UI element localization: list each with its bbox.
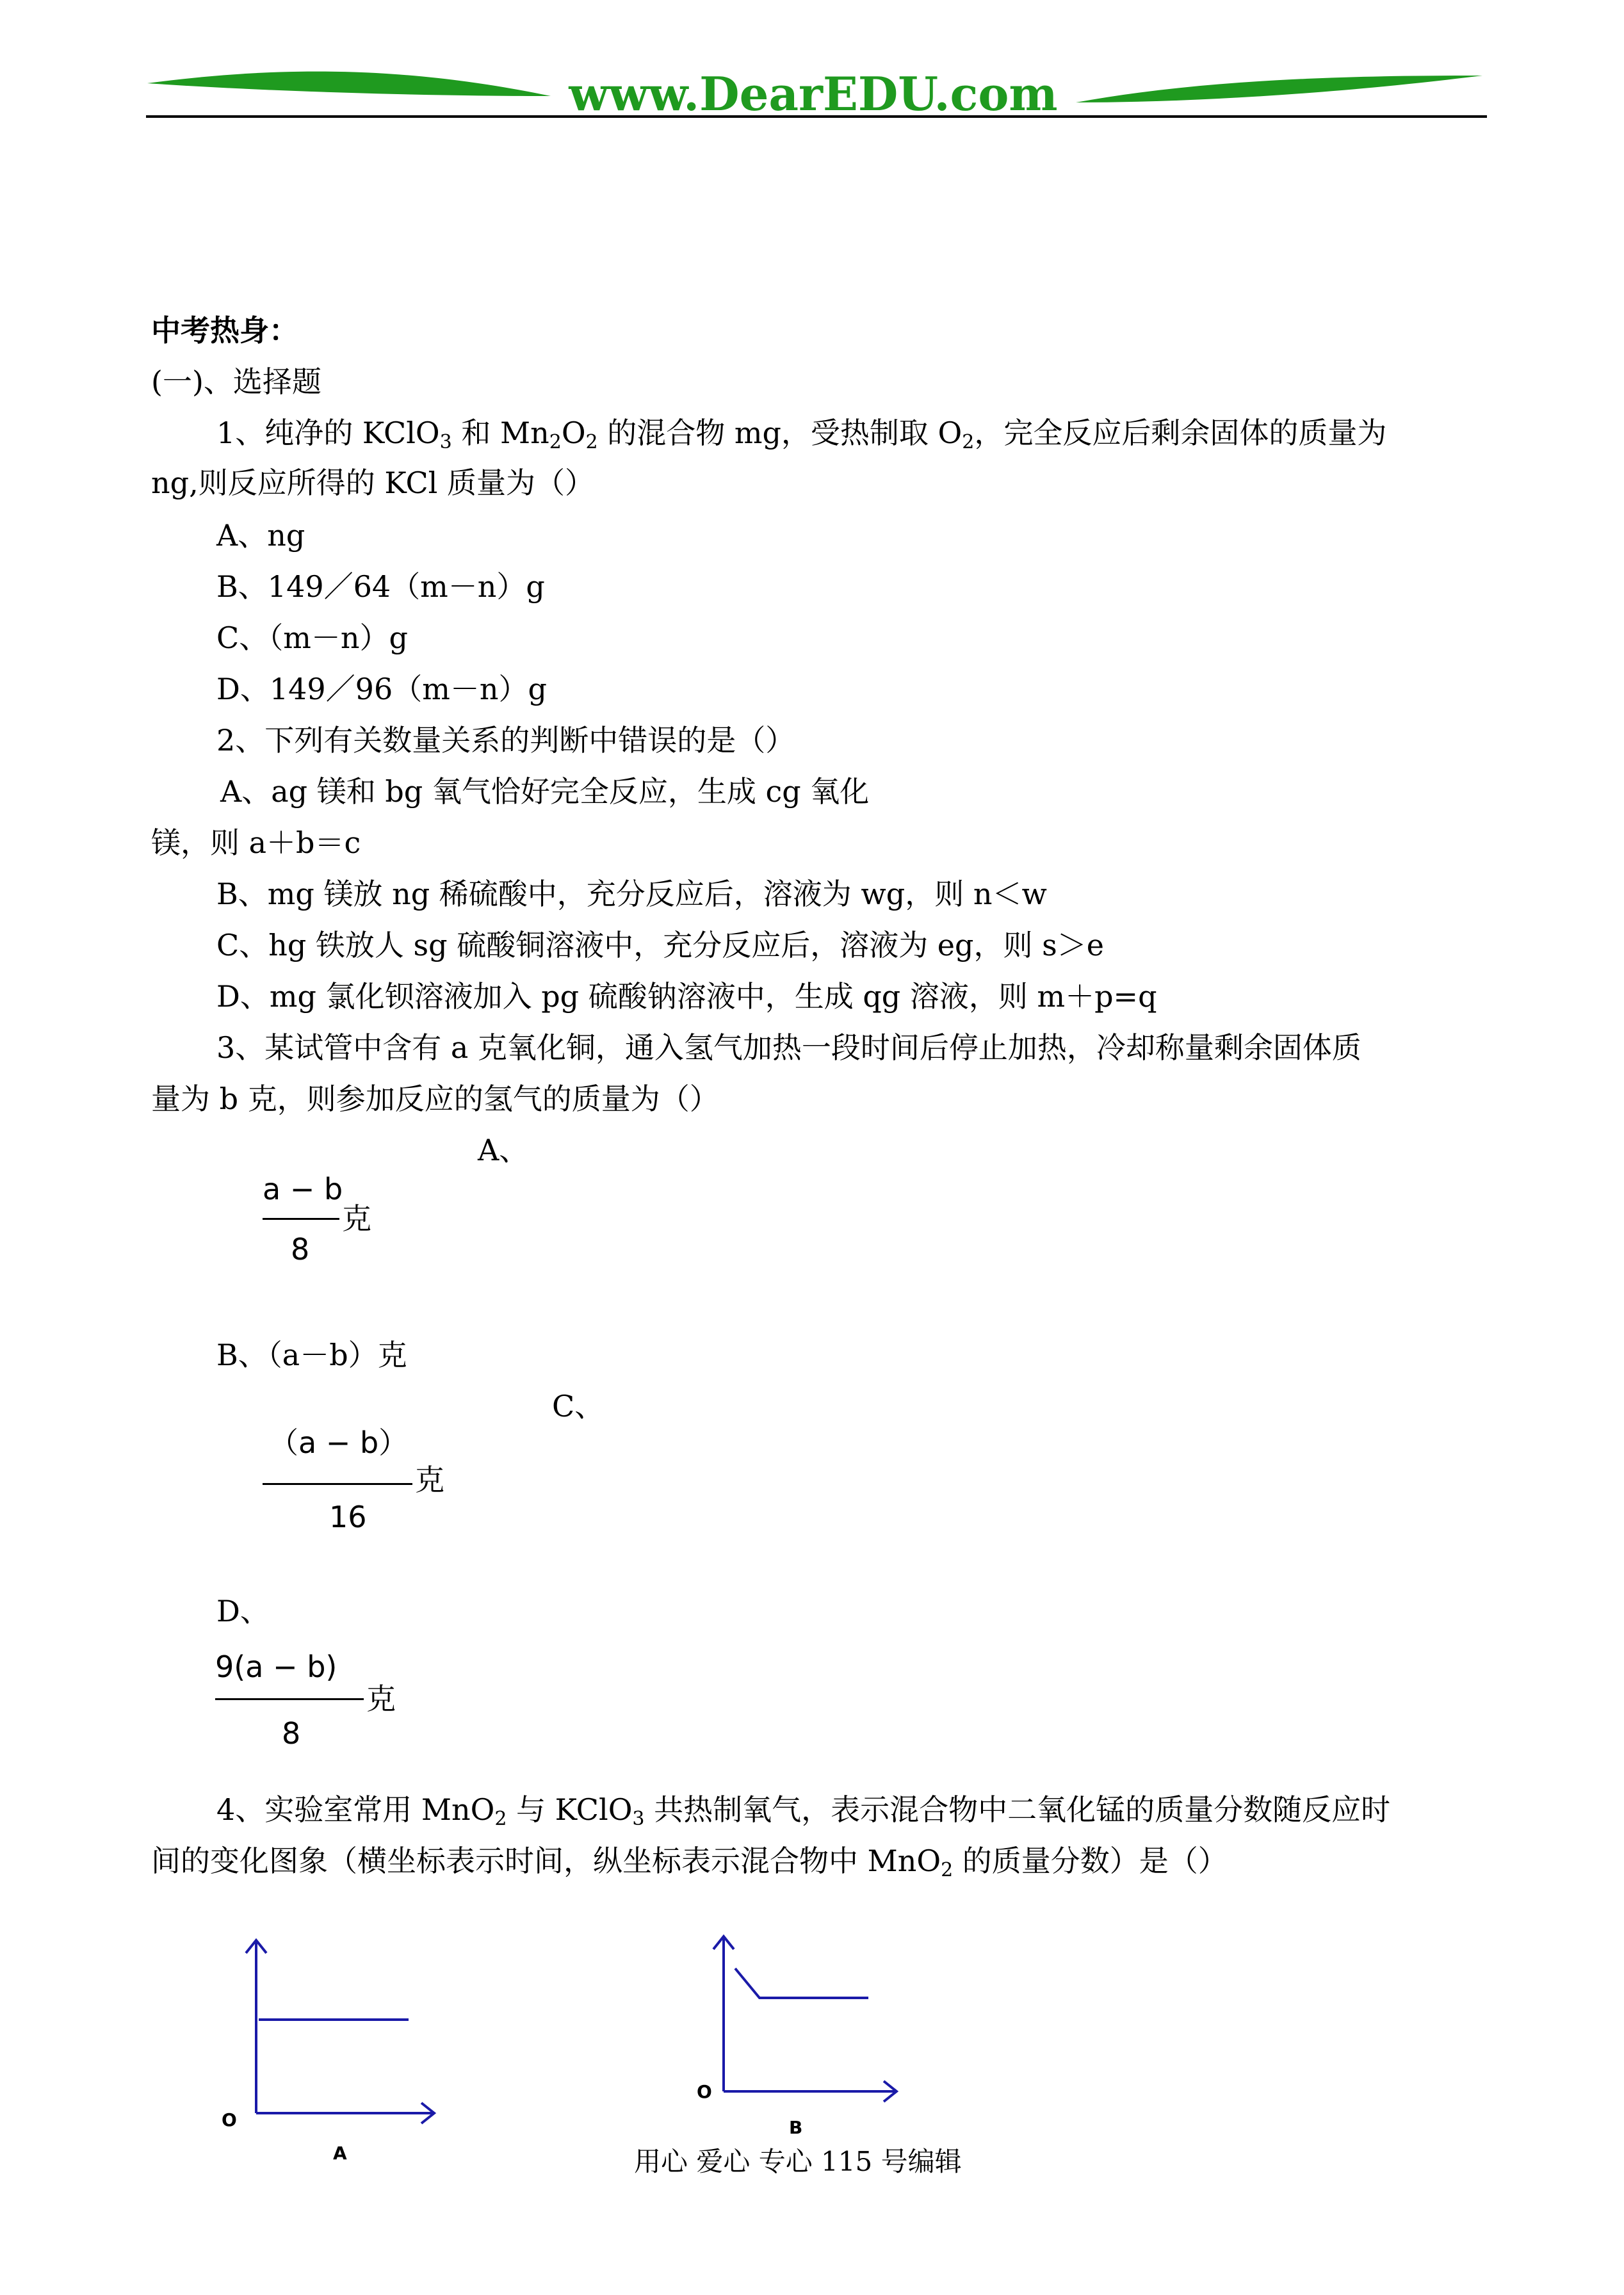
q3-fraction-c-bar: [263, 1483, 412, 1485]
page-footer: 用心 爱心 专心 115 号编辑: [634, 2146, 962, 2177]
q2-option-c: C、hg 铁放人 sg 硫酸铜溶液中，充分反应后，溶液为 eg，则 s＞e: [216, 928, 1104, 962]
q2-option-a-line2: 镁，则 a＋b＝c: [151, 825, 361, 860]
graph-a-label: A: [333, 2143, 347, 2164]
q3-fraction-a-numerator: a − b: [263, 1172, 343, 1206]
q3-fraction-c-numerator: （a − b）: [269, 1425, 409, 1460]
q3-option-d-label: D、: [216, 1594, 270, 1628]
q3-fraction-c: [263, 1425, 474, 1541]
q3-fraction-c-unit: 克: [415, 1463, 444, 1497]
q3-fraction-d-denominator: 8: [282, 1716, 301, 1751]
q2-option-a-line1: A、ag 镁和 bg 氧气恰好完全反应，生成 cg 氧化: [220, 774, 870, 809]
q3-fraction-d: [215, 1650, 420, 1765]
q3-fraction-d-unit: 克: [366, 1682, 396, 1716]
q1-option-d: D、149／96（m－n）g: [216, 672, 547, 706]
q3-option-c-label: C、: [552, 1389, 605, 1423]
q1-option-a: A、ng: [216, 518, 305, 553]
q2-option-b: B、mg 镁放 ng 稀硫酸中，充分反应后，溶液为 wg，则 n＜w: [216, 877, 1047, 911]
q1-stem-line1: 1、纯净的 KClO$_3$ 和 $Mn_2O_2$ 的混合物 mg，受热制取 $O_2$，完全反应后剩余固体的质量为: [216, 416, 1387, 453]
q1-option-c: C、（m－n）g: [216, 620, 408, 655]
q2-stem: 2、下列有关数量关系的判断中错误的是（）: [216, 723, 795, 758]
part-title: (一)、选择题: [151, 364, 321, 399]
q3-stem-line1: 3、某试管中含有 a 克氧化铜，通入氢气加热一段时间后停止加热，冷却称量剩余固体质: [216, 1030, 1361, 1065]
q4-graph-a: [218, 1921, 461, 2164]
right-leaf-swoosh: [1076, 76, 1482, 102]
q1-stem-line2: ng,则反应所得的 KCl 质量为（）: [151, 466, 594, 500]
graph-a-origin-label: O: [222, 2109, 237, 2130]
q3-fraction-a: [263, 1172, 391, 1287]
header-banner: [0, 0, 1624, 128]
q3-fraction-a-unit: 克: [342, 1201, 371, 1236]
q3-fraction-d-bar: [215, 1698, 364, 1700]
graph-b-origin-label: O: [697, 2081, 712, 2102]
q4-stem-line1: 4、实验室常用 MnO$_2$ 与 KClO$_3$ 共热制氧气，表示混合物中二氧化锰的质量分数随反应时: [216, 1792, 1391, 1830]
q2-option-d: D、mg 氯化钡溶液加入 pg 硫酸钠溶液中，生成 qg 溶液，则 m＋p=q: [216, 979, 1157, 1014]
q3-option-a-label: A、: [478, 1133, 529, 1167]
site-logo-text: www.DearEDU.com: [569, 67, 1058, 121]
q3-fraction-a-denominator: 8: [291, 1232, 310, 1267]
q4-stem-line2: 间的变化图象（横坐标表示时间，纵坐标表示混合物中 MnO$_2$ 的质量分数）是（）: [151, 1844, 1228, 1881]
q3-fraction-a-bar: [263, 1218, 339, 1220]
q4-graph-b: [685, 1921, 929, 2152]
q3-stem-line2: 量为 b 克，则参加反应的氢气的质量为（）: [151, 1082, 719, 1116]
q1-option-b: B、149／64（m－n）g: [216, 569, 545, 604]
graph-b-curve: [735, 1968, 868, 1998]
q3-option-b: B、（a－b）克: [216, 1338, 407, 1372]
q3-fraction-d-numerator: 9(a − b): [215, 1650, 337, 1684]
left-leaf-swoosh: [147, 72, 551, 96]
graph-b-label: B: [789, 2117, 803, 2138]
q3-fraction-c-denominator: 16: [329, 1500, 367, 1534]
section-title: 中考热身：: [151, 313, 298, 348]
